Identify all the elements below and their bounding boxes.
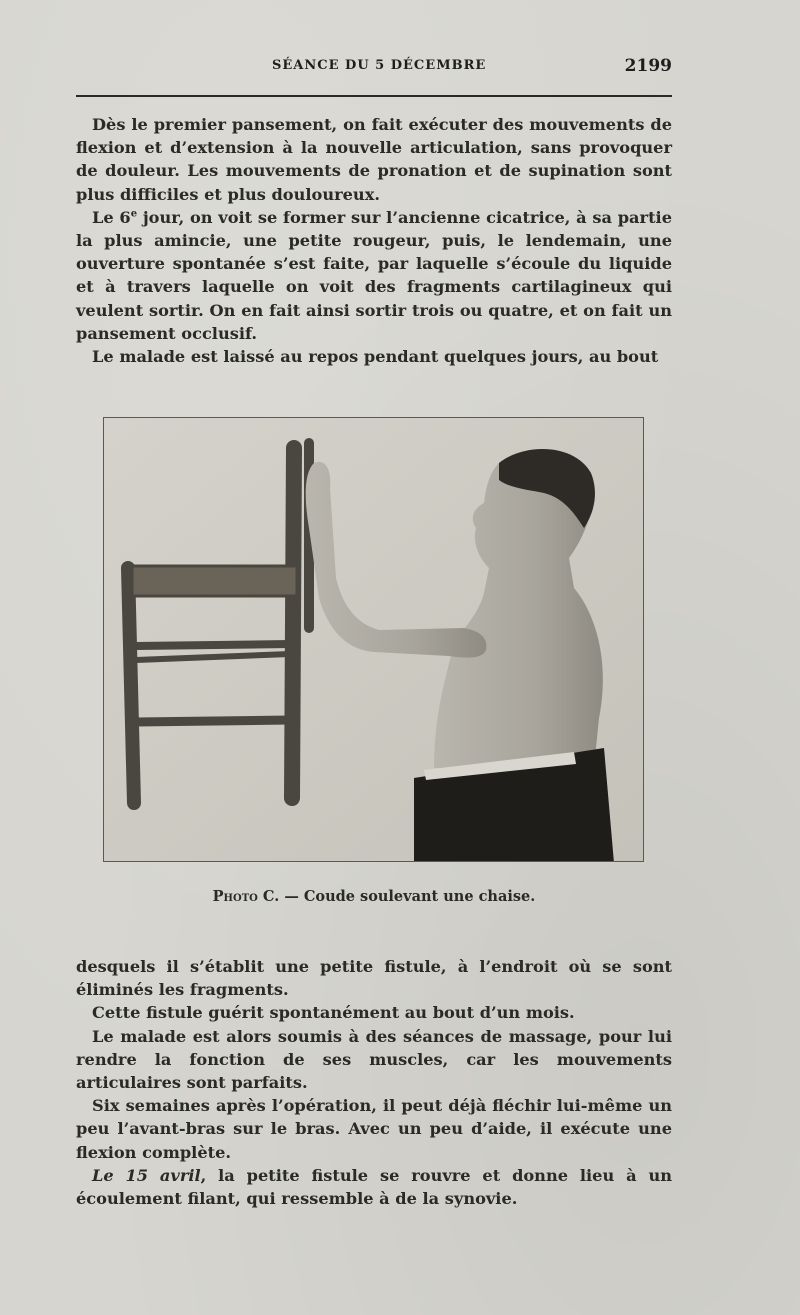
top-text-block xyxy=(76,113,672,368)
superscript: e xyxy=(130,208,138,220)
paragraph-body: jour, on voit se former sur l’ancienne cicatrice, à sa partie la plus amincie, une petite rougeur, puis, le lendemain, une ouverture spontanée s’est faite, par laquelle s’écoule du liquide et à travers laquelle on voit des fragments cartilagineux qui veulent sortir. On en fait ainsi sortir trois ou quatre, et on fait un pansement occlusif. xyxy=(76,207,672,343)
caption-text: — Coude soulevant une chaise. xyxy=(279,888,536,905)
paragraph xyxy=(76,206,672,345)
paragraph xyxy=(76,1164,672,1210)
paragraph: Cette fistule guérit spontanément au bout d’un mois. xyxy=(92,1003,575,1023)
paragraph-prefix: Le 6 xyxy=(92,207,131,227)
figure-caption xyxy=(76,888,672,905)
paragraph: Six semaines après l’opération, il peut déjà fléchir lui-même un peu l’avant-bras sur le bras. Avec un peu d’aide, il exécute une flexion complète. xyxy=(76,1096,672,1162)
paragraph-body: , la petite fistule se rouvre et donne lieu à un écoulement filant, qui ressemble à de la synovie. xyxy=(76,1165,672,1209)
running-title: SÉANCE DU 5 DÉCEMBRE xyxy=(272,58,487,73)
paragraph: desquels il s’établit une petite fistule, à l’endroit où se sont éliminés les fragments. xyxy=(76,957,672,1000)
photo-illustration xyxy=(104,418,644,862)
paragraph: Dès le premier pansement, on fait exécuter des mouvements de flexion et d’extension à la nouvelle articulation, sans provoquer de douleur. Les mouvements de pronation et de supination sont plus difficiles et plus douloureux. xyxy=(76,115,672,204)
paragraph: Le malade est alors soumis à des séances de massage, pour lui rendre la fonction de ses muscles, car les mouvements articulaires sont parfaits. xyxy=(76,1026,672,1093)
paragraph: Le malade est laissé au repos pendant quelques jours, au bout xyxy=(92,347,659,367)
caption-label: Photo C. xyxy=(212,888,280,905)
page-header xyxy=(76,56,672,80)
date-italic: Le 15 avril xyxy=(92,1165,201,1185)
header-rule xyxy=(76,95,672,97)
bottom-text-block xyxy=(76,955,672,1210)
page-number: 2199 xyxy=(624,56,672,76)
photo-figure xyxy=(103,417,644,862)
